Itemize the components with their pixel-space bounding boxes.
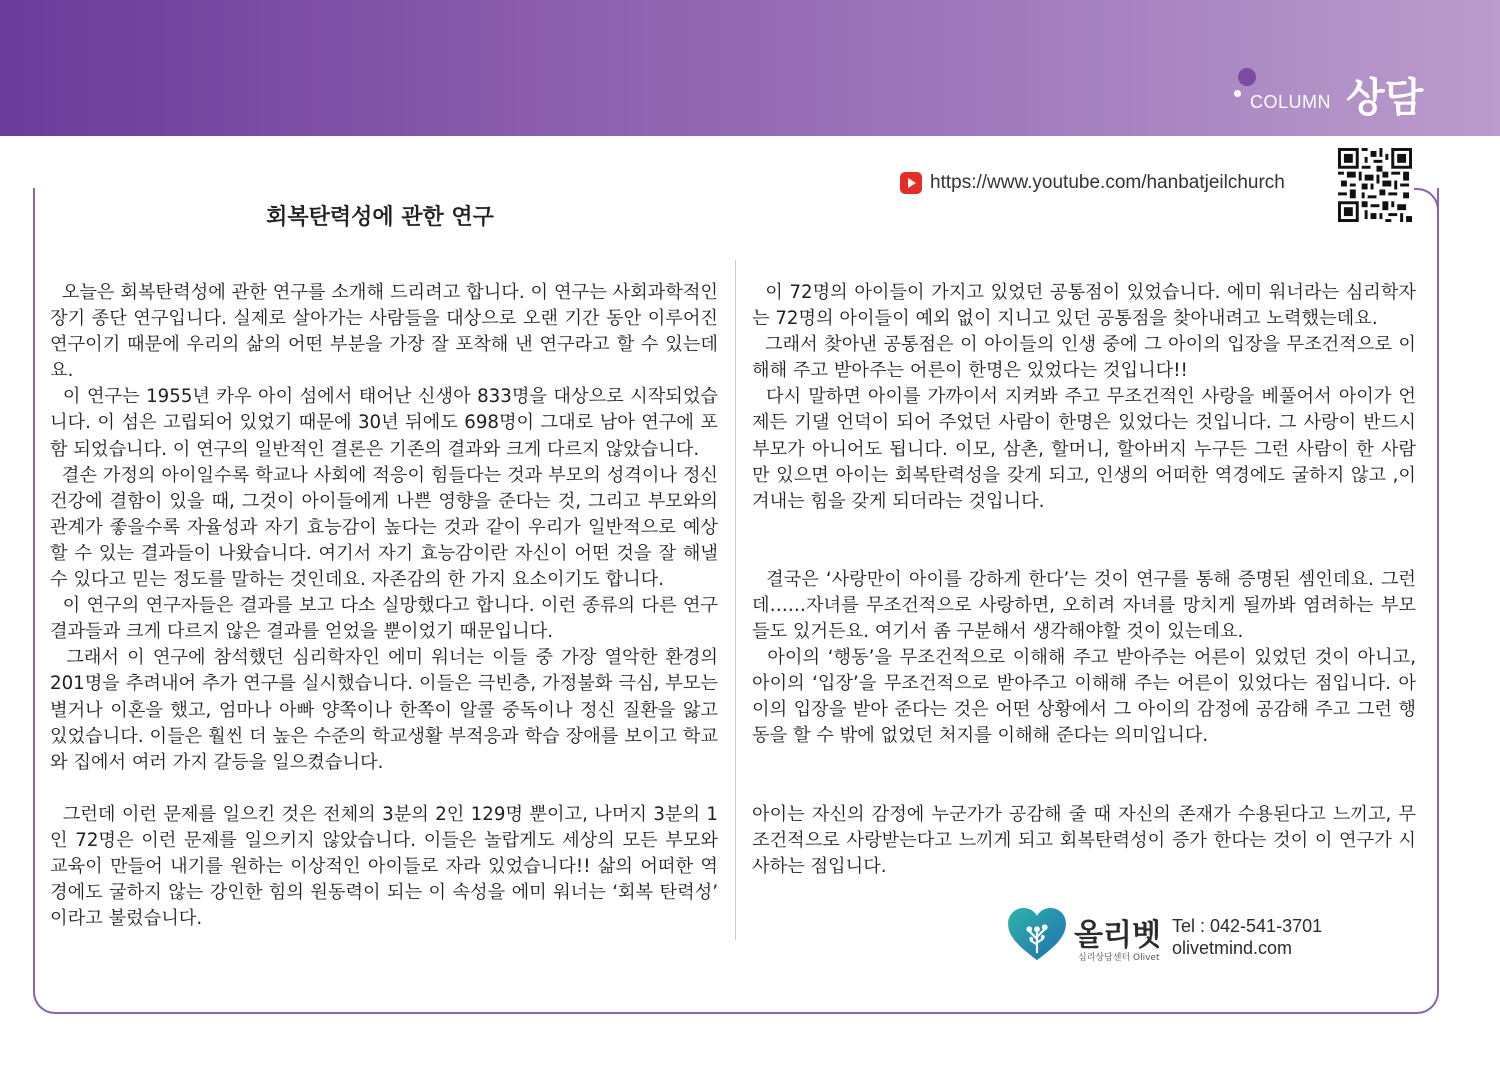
olivet-logo	[1008, 908, 1338, 968]
heart-tree-icon	[1008, 908, 1066, 962]
paragraph-spacer	[752, 515, 1416, 541]
paragraph: 아이의 ‘행동’을 무조건적으로 이해해 주고 받아주는 어른이 있었던 것이 아니고, 아이의 ‘입장’을 무조건적으로 받아주고 이해해 주는 어른이 있었다는 점입니다. 아이의 입장을 받아 준다는 것은 어떤 상황에서 그 아이의 감정에 공감해 주고 그런 행동을 할 수 밖에 없었던 처지를 이해해 준다는 의미입니다.	[752, 647, 1416, 747]
article-title: 회복탄력성에 관한 연구	[266, 205, 494, 230]
youtube-url[interactable]: https://www.youtube.com/hanbatjeilchurch	[930, 172, 1285, 193]
brand-subtitle: 심리상담센터 Olivet	[1078, 953, 1160, 963]
column-small-dot-icon	[1234, 90, 1241, 97]
paragraph: 아이는 자신의 감정에 누군가가 공감해 줄 때 자신의 존재가 수용된다고 느끼고, 무조건적으로 사랑받는다고 느끼게 되고 회복탄력성이 증가 한다는 것이 이 연구가 시사하는 점입니다.	[752, 803, 1416, 877]
column-divider	[735, 260, 736, 940]
paragraph: 결손 가정의 아이일수록 학교나 사회에 적응이 힘들다는 것과 부모의 성격이나 정신 건강에 결함이 있을 때, 그것이 아이들에게 나쁜 영향을 준다는 것, 그리고 부모와의 관계가 좋을수록 자율성과 자기 효능감이 높다는 것과 같이 우리가 일반적으로 예상할 수 있는 결과들이 나왔습니다. 여기서 자기 효능감이란 자신이 어떤 것을 잘 해낼 수 있다고 믿는 정도를 말하는 것인데요. 자존감의 한 가지 요소이기도 합니다.	[50, 464, 718, 591]
qr-code-icon	[1338, 148, 1412, 222]
left-column-text	[50, 280, 718, 932]
paragraph-spacer	[752, 750, 1416, 776]
brand-name: 올리벳	[1074, 918, 1161, 953]
paragraph: 그래서 찾아낸 공통점은 이 아이들의 인생 중에 그 아이의 입장을 무조건적으로 이해해 주고 받아주는 어른이 한명은 있었다는 것입니다!!	[752, 334, 1416, 382]
paragraph: 다시 말하면 아이를 가까이서 지켜봐 주고 무조건적인 사랑을 베풀어서 아이가 언제든 기댈 언덕이 되어 주었던 사람이 한명은 있었다는 것입니다. 그 사랑이 반드시 부모가 아니어도 됩니다. 이모, 삼촌, 할머니, 할아버지 누구든 그런 사람이 한 사람만 있으면 아이는 회복탄력성을 갖게 되고, 인생의 어떠한 역경에도 굴하지 않고 ,이겨내는 힘을 갖게 되더라는 것입니다.	[752, 386, 1416, 512]
contact-website[interactable]: olivetmind.com	[1172, 938, 1293, 958]
paragraph: 이 연구는 1955년 카우 아이 섬에서 태어난 신생아 833명을 대상으로 시작되었습니다. 이 섬은 고립되어 있었기 때문에 30년 뒤에도 698명이 그대로 남아 연구에 포함 되었습니다. 이 연구의 일반적인 결론은 기존의 결과와 크게 다르지 않았습니다.	[50, 386, 718, 460]
right-column-text	[752, 280, 1416, 880]
youtube-icon	[900, 172, 922, 194]
contact-tel: Tel : 042-541-3701	[1172, 916, 1323, 936]
column-dot-icon	[1238, 68, 1256, 86]
paragraph: 오늘은 회복탄력성에 관한 연구를 소개해 드리려고 합니다. 이 연구는 사회과학적인 장기 종단 연구입니다. 실제로 살아가는 사람들을 대상으로 오랜 기간 동안 이루어진 연구이기 때문에 우리의 삶의 어떤 부분을 가장 잘 포착해 낸 연구라고 할 수 있는데요.	[50, 282, 718, 382]
paragraph-spacer	[752, 776, 1416, 802]
paragraph: 이 72명의 아이들이 가지고 있었던 공통점이 있었습니다. 에미 워너라는 심리학자는 72명의 아이들이 예외 없이 지니고 있던 공통점을 찾아내려고 노력했는데요.	[752, 282, 1416, 330]
paragraph-spacer	[752, 541, 1416, 567]
column-title: 상담	[1346, 75, 1424, 121]
paragraph: 결국은 ‘사랑만이 아이를 강하게 한다’는 것이 연구를 통해 증명된 셈인데요. 그런데……자녀를 무조건적으로 사랑하면, 오히려 자녀를 망치게 될까봐 염려하는 부모들도 있거든요. 여기서 좀 구분해서 생각해야할 것이 있는데요.	[752, 568, 1416, 643]
column-label: COLUMN	[1250, 92, 1332, 112]
paragraph: 이 연구의 연구자들은 결과를 보고 다소 실망했다고 합니다. 이런 종류의 다른 연구 결과들과 크게 다르지 않은 결과를 얻었을 뿐이었기 때문입니다.	[50, 595, 718, 643]
youtube-link[interactable]	[900, 172, 1285, 194]
paragraph-spacer	[50, 776, 718, 802]
paragraph: 그래서 이 연구에 참석했던 심리학자인 에미 워너는 이들 중 가장 열악한 환경의 201명을 추려내어 추가 연구를 실시했습니다. 이들은 극빈층, 가정불화 극심, 부모는 별거나 이혼을 했고, 엄마나 아빠 양쪽이나 한쪽이 알콜 중독이나 정신 질환을 앓고 있었습니다. 이들은 훨씬 더 높은 수준의 학교생활 부적응과 학습 장애를 보이고 학교와 집에서 여러 가지 갈등을 일으켰습니다.	[50, 647, 718, 773]
header-band	[0, 0, 1500, 136]
paragraph: 그런데 이런 문제를 일으킨 것은 전체의 3분의 2인 129명 뿐이고, 나머지 3분의 1인 72명은 이런 문제를 일으키지 않았습니다. 이들은 놀랍게도 세상의 모든 부모와 교육이 만들어 내기를 원하는 이상적인 아이들로 자라 있었습니다!! 삶의 어떠한 역경에도 굴하지 않는 강인한 힘의 원동력이 되는 이 속성을 에미 워너는 ‘회복 탄력성’ 이라고 불렀습니다.	[50, 803, 718, 930]
